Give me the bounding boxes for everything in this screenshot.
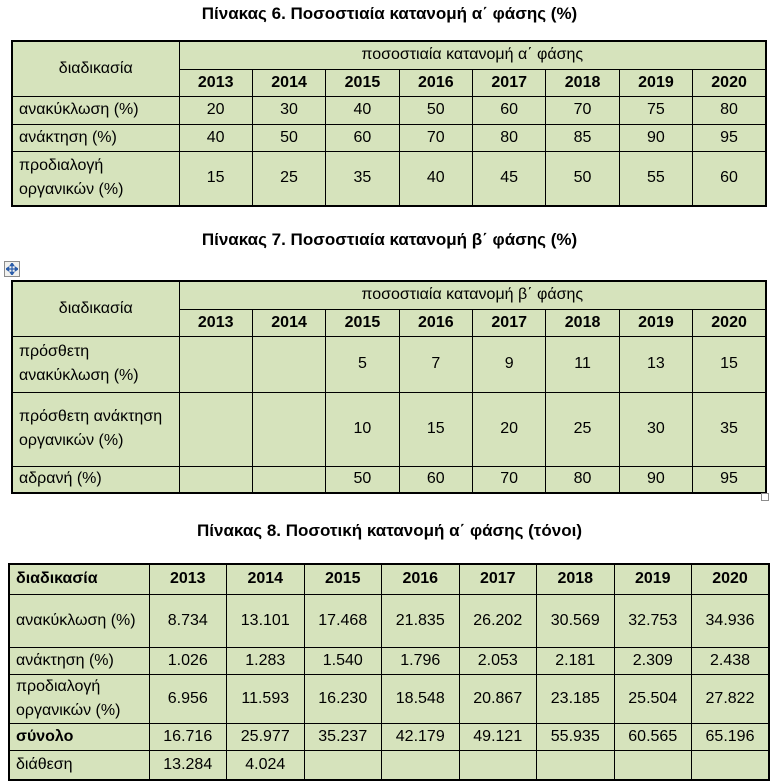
value-cell: 1.540 — [304, 647, 382, 674]
year-header-cell: 2017 — [473, 69, 546, 96]
row-label-cell: αδρανή (%) — [12, 466, 179, 493]
table-row — [9, 674, 769, 723]
value-cell: 8.734 — [149, 594, 227, 647]
value-cell: 16.716 — [149, 723, 227, 750]
row-label-cell: προδιαλογή οργανικών (%) — [9, 674, 149, 723]
table-row — [12, 281, 766, 309]
table-row — [12, 466, 766, 493]
value-cell: 11 — [546, 336, 619, 392]
value-cell: 60 — [693, 151, 766, 206]
row-label-cell: ανακύκλωση (%) — [12, 96, 179, 124]
value-cell: 5 — [326, 336, 399, 392]
table-row — [9, 564, 769, 594]
value-cell: 9 — [473, 336, 546, 392]
value-cell: 30.569 — [537, 594, 615, 647]
value-cell: 1.026 — [149, 647, 227, 674]
value-cell: 21.835 — [382, 594, 460, 647]
corner-header-cell: διαδικασία — [12, 41, 179, 96]
value-cell: 13.101 — [227, 594, 305, 647]
value-cell — [179, 392, 252, 466]
value-cell — [459, 750, 537, 780]
value-cell: 15 — [179, 151, 252, 206]
value-cell: 80 — [473, 124, 546, 151]
value-cell: 18.548 — [382, 674, 460, 723]
year-header-cell: 2013 — [149, 564, 227, 594]
value-cell: 35 — [693, 392, 766, 466]
row-label-cell: πρόσθετη ανάκτηση οργανικών (%) — [12, 392, 179, 466]
year-header-cell: 2018 — [537, 564, 615, 594]
year-header-cell: 2013 — [179, 309, 252, 336]
value-cell: 25 — [252, 151, 325, 206]
table-row — [9, 594, 769, 647]
table-row — [12, 392, 766, 466]
value-cell: 7 — [399, 336, 472, 392]
value-cell: 40 — [326, 96, 399, 124]
value-cell — [382, 750, 460, 780]
year-header-cell: 2014 — [252, 69, 325, 96]
value-cell: 13.284 — [149, 750, 227, 780]
table-row — [9, 750, 769, 780]
value-cell: 85 — [546, 124, 619, 151]
row-label-cell: σύνολο — [9, 723, 149, 750]
table-row — [12, 336, 766, 392]
year-header-cell: 2017 — [473, 309, 546, 336]
value-cell: 60 — [473, 96, 546, 124]
value-cell: 17.468 — [304, 594, 382, 647]
value-cell — [304, 750, 382, 780]
value-cell: 50 — [326, 466, 399, 493]
table-row — [9, 647, 769, 674]
year-header-cell: 2016 — [382, 564, 460, 594]
table-row — [12, 151, 766, 206]
table6-percentage-phase-a — [11, 40, 767, 207]
group-header-cell: ποσοστιαία κατανομή β΄ φάσης — [179, 281, 766, 309]
year-header-cell: 2015 — [326, 309, 399, 336]
value-cell: 70 — [546, 96, 619, 124]
value-cell: 11.593 — [227, 674, 305, 723]
year-header-cell: 2018 — [546, 309, 619, 336]
value-cell: 20.867 — [459, 674, 537, 723]
value-cell: 2.053 — [459, 647, 537, 674]
corner-header-cell: διαδικασία — [9, 564, 149, 594]
value-cell: 16.230 — [304, 674, 382, 723]
year-header-cell: 2016 — [399, 309, 472, 336]
table-row — [12, 124, 766, 151]
value-cell: 34.936 — [692, 594, 770, 647]
year-header-cell: 2020 — [693, 309, 766, 336]
table7-percentage-phase-b — [11, 280, 767, 494]
value-cell: 49.121 — [459, 723, 537, 750]
value-cell: 25.977 — [227, 723, 305, 750]
move-arrows-icon — [6, 263, 18, 275]
value-cell: 2.438 — [692, 647, 770, 674]
value-cell: 20 — [473, 392, 546, 466]
row-label-cell: ανάκτηση (%) — [9, 647, 149, 674]
value-cell: 55 — [619, 151, 692, 206]
value-cell — [179, 336, 252, 392]
value-cell: 60 — [326, 124, 399, 151]
value-cell: 40 — [179, 124, 252, 151]
value-cell: 60.565 — [614, 723, 692, 750]
value-cell: 90 — [619, 466, 692, 493]
table-row — [12, 41, 766, 69]
value-cell: 2.181 — [537, 647, 615, 674]
table7-title: Πίνακας 7. Ποσοστιαία κατανομή β΄ φάσης (%) — [201, 230, 578, 249]
value-cell: 35.237 — [304, 723, 382, 750]
value-cell — [692, 750, 770, 780]
year-header-cell: 2013 — [179, 69, 252, 96]
value-cell: 2.309 — [614, 647, 692, 674]
value-cell: 75 — [619, 96, 692, 124]
value-cell: 65.196 — [692, 723, 770, 750]
year-header-cell: 2016 — [399, 69, 472, 96]
year-header-cell: 2019 — [619, 309, 692, 336]
year-header-cell: 2020 — [693, 69, 766, 96]
corner-header-cell: διαδικασία — [12, 281, 179, 336]
value-cell — [537, 750, 615, 780]
group-header-cell: ποσοστιαία κατανομή α΄ φάσης — [179, 41, 766, 69]
table8-title: Πίνακας 8. Ποσοτική κατανομή α΄ φάσης (τόνοι) — [197, 521, 582, 540]
table-move-handle-icon[interactable] — [4, 261, 20, 277]
table6-title: Πίνακας 6. Ποσοστιαία κατανομή α΄ φάσης (%) — [201, 4, 578, 23]
year-header-cell: 2019 — [614, 564, 692, 594]
value-cell: 42.179 — [382, 723, 460, 750]
value-cell: 27.822 — [692, 674, 770, 723]
value-cell: 23.185 — [537, 674, 615, 723]
value-cell: 6.956 — [149, 674, 227, 723]
value-cell: 50 — [399, 96, 472, 124]
value-cell: 55.935 — [537, 723, 615, 750]
table-resize-handle[interactable] — [761, 493, 769, 501]
value-cell: 25 — [546, 392, 619, 466]
year-header-cell: 2014 — [252, 309, 325, 336]
year-header-cell: 2017 — [459, 564, 537, 594]
value-cell: 90 — [619, 124, 692, 151]
value-cell: 95 — [693, 124, 766, 151]
value-cell: 30 — [619, 392, 692, 466]
value-cell — [252, 392, 325, 466]
row-label-cell: προδιαλογή οργανικών (%) — [12, 151, 179, 206]
value-cell: 50 — [546, 151, 619, 206]
value-cell: 25.504 — [614, 674, 692, 723]
row-label-cell: διάθεση — [9, 750, 149, 780]
value-cell: 45 — [473, 151, 546, 206]
table8-quantity-phase-a — [8, 563, 770, 781]
value-cell: 1.796 — [382, 647, 460, 674]
value-cell: 1.283 — [227, 647, 305, 674]
value-cell: 20 — [179, 96, 252, 124]
value-cell: 10 — [326, 392, 399, 466]
row-label-cell: ανάκτηση (%) — [12, 124, 179, 151]
value-cell: 4.024 — [227, 750, 305, 780]
value-cell — [252, 336, 325, 392]
row-label-cell: ανακύκλωση (%) — [9, 594, 149, 647]
value-cell — [179, 466, 252, 493]
value-cell — [252, 466, 325, 493]
row-label-cell: πρόσθετη ανακύκλωση (%) — [12, 336, 179, 392]
value-cell: 26.202 — [459, 594, 537, 647]
value-cell: 30 — [252, 96, 325, 124]
value-cell: 32.753 — [614, 594, 692, 647]
value-cell: 80 — [546, 466, 619, 493]
value-cell — [614, 750, 692, 780]
value-cell: 95 — [693, 466, 766, 493]
value-cell: 70 — [473, 466, 546, 493]
value-cell: 35 — [326, 151, 399, 206]
value-cell: 80 — [693, 96, 766, 124]
year-header-cell: 2018 — [546, 69, 619, 96]
year-header-cell: 2014 — [227, 564, 305, 594]
value-cell: 60 — [399, 466, 472, 493]
value-cell: 15 — [399, 392, 472, 466]
value-cell: 40 — [399, 151, 472, 206]
value-cell: 50 — [252, 124, 325, 151]
table-row — [12, 96, 766, 124]
value-cell: 15 — [693, 336, 766, 392]
value-cell: 70 — [399, 124, 472, 151]
year-header-cell: 2019 — [619, 69, 692, 96]
year-header-cell: 2015 — [326, 69, 399, 96]
year-header-cell: 2020 — [692, 564, 770, 594]
year-header-cell: 2015 — [304, 564, 382, 594]
table-row — [9, 723, 769, 750]
value-cell: 13 — [619, 336, 692, 392]
